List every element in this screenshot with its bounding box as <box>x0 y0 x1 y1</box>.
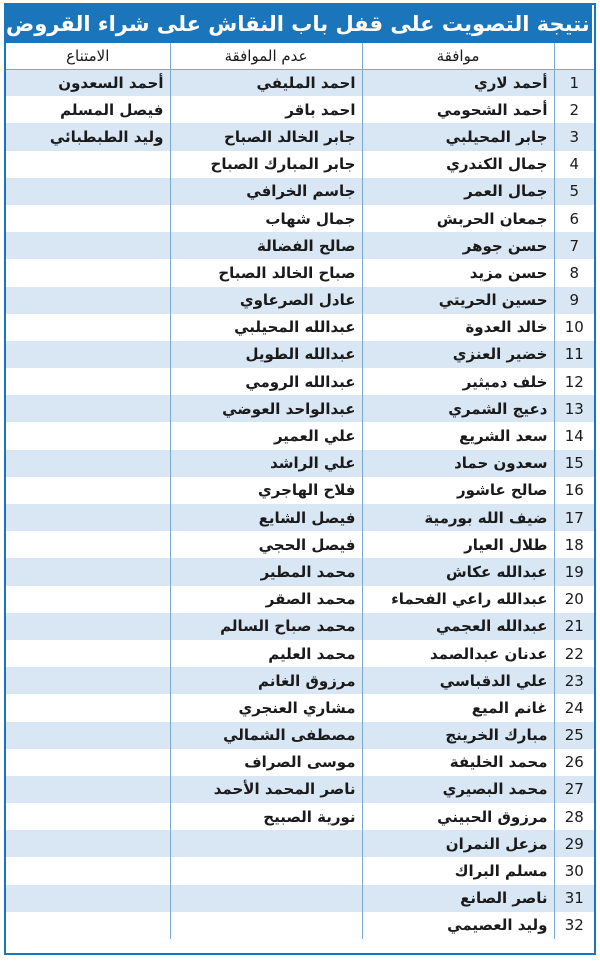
disagree-cell: فلاح الهاجري <box>170 477 362 504</box>
agree-cell: جمال الكندري <box>362 151 554 178</box>
agree-cell: سعد الشريع <box>362 422 554 449</box>
agree-cell: حسن مزيد <box>362 259 554 286</box>
table-row <box>6 341 594 368</box>
table-row <box>6 749 594 776</box>
agree-cell: خالد العدوة <box>362 314 554 341</box>
table-row <box>6 830 594 857</box>
agree-cell: جمعان الحربش <box>362 205 554 232</box>
abstain-cell <box>6 504 170 531</box>
abstain-cell <box>6 749 170 776</box>
row-number: 28 <box>554 803 594 830</box>
row-number: 12 <box>554 368 594 395</box>
disagree-cell: مصطفى الشمالي <box>170 722 362 749</box>
disagree-cell: جاسم الخرافي <box>170 178 362 205</box>
row-number: 21 <box>554 613 594 640</box>
table-row <box>6 667 594 694</box>
table-row <box>6 96 594 123</box>
row-number: 9 <box>554 287 594 314</box>
abstain-cell <box>6 531 170 558</box>
row-number: 7 <box>554 232 594 259</box>
agree-cell: خلف دميثير <box>362 368 554 395</box>
agree-cell: محمد البصيري <box>362 776 554 803</box>
abstain-cell <box>6 450 170 477</box>
disagree-cell: مشاري العنجري <box>170 694 362 721</box>
table-row <box>6 586 594 613</box>
agree-cell: عبدالله راعي الفحماء <box>362 586 554 613</box>
table-row <box>6 857 594 884</box>
row-number: 1 <box>554 69 594 96</box>
abstain-cell <box>6 151 170 178</box>
disagree-cell <box>170 885 362 912</box>
table-row <box>6 803 594 830</box>
abstain-cell <box>6 613 170 640</box>
row-number: 5 <box>554 178 594 205</box>
row-number: 31 <box>554 885 594 912</box>
agree-cell: عدنان عبدالصمد <box>362 640 554 667</box>
agree-cell: جابر المحيلبي <box>362 123 554 150</box>
agree-cell: دعيج الشمري <box>362 395 554 422</box>
abstain-cell <box>6 857 170 884</box>
abstain-cell <box>6 694 170 721</box>
row-number: 4 <box>554 151 594 178</box>
table-row <box>6 368 594 395</box>
disagree-cell: مرزوق الغانم <box>170 667 362 694</box>
agree-cell: علي الدقباسي <box>362 667 554 694</box>
agree-cell: ناصر الصانع <box>362 885 554 912</box>
table-row <box>6 422 594 449</box>
row-number: 22 <box>554 640 594 667</box>
row-number: 29 <box>554 830 594 857</box>
agree-cell: حسين الحريتي <box>362 287 554 314</box>
row-number: 16 <box>554 477 594 504</box>
row-number: 13 <box>554 395 594 422</box>
abstain-cell <box>6 232 170 259</box>
abstain-cell <box>6 422 170 449</box>
abstain-cell: وليد الطبطبائي <box>6 123 170 150</box>
disagree-cell: جمال شهاب <box>170 205 362 232</box>
disagree-cell <box>170 857 362 884</box>
agree-cell: مرزوق الحبيني <box>362 803 554 830</box>
table-title: نتيجة التصويت على قفل باب النقاش على شراء القروض <box>6 12 590 36</box>
disagree-cell: محمد صباح السالم <box>170 613 362 640</box>
table-row <box>6 151 594 178</box>
agree-cell: غانم الميع <box>362 694 554 721</box>
agree-cell: أحمد لاري <box>362 69 554 96</box>
agree-cell: مزعل النمران <box>362 830 554 857</box>
agree-cell: عبدالله عكاش <box>362 558 554 585</box>
agree-cell: محمد الخليفة <box>362 749 554 776</box>
disagree-cell: فيصل الشايع <box>170 504 362 531</box>
table-row <box>6 314 594 341</box>
row-number: 27 <box>554 776 594 803</box>
row-number: 15 <box>554 450 594 477</box>
abstain-cell <box>6 667 170 694</box>
abstain-cell <box>6 558 170 585</box>
table-row <box>6 69 594 96</box>
header-number-cell <box>554 43 594 69</box>
disagree-cell: جابر الخالد الصباح <box>170 123 362 150</box>
abstain-cell: فيصل المسلم <box>6 96 170 123</box>
agree-cell: حسن جوهر <box>362 232 554 259</box>
disagree-cell <box>170 912 362 939</box>
abstain-cell <box>6 368 170 395</box>
agree-cell: صالح عاشور <box>362 477 554 504</box>
row-number: 8 <box>554 259 594 286</box>
row-number: 32 <box>554 912 594 939</box>
abstain-cell <box>6 341 170 368</box>
disagree-cell: جابر المبارك الصباح <box>170 151 362 178</box>
abstain-cell <box>6 776 170 803</box>
row-number: 24 <box>554 694 594 721</box>
row-number: 26 <box>554 749 594 776</box>
title-bar <box>6 5 594 43</box>
abstain-cell <box>6 640 170 667</box>
table-row <box>6 613 594 640</box>
table-row <box>6 287 594 314</box>
agree-cell: طلال العيار <box>362 531 554 558</box>
abstain-cell <box>6 586 170 613</box>
table-row <box>6 450 594 477</box>
disagree-cell: احمد باقر <box>170 96 362 123</box>
agree-cell: سعدون حماد <box>362 450 554 477</box>
disagree-cell: محمد المطير <box>170 558 362 585</box>
title-number-cell <box>590 5 594 43</box>
disagree-cell: علي الراشد <box>170 450 362 477</box>
column-header-row <box>6 43 594 69</box>
disagree-cell: عبدالله المحيلبي <box>170 314 362 341</box>
table-row <box>6 123 594 150</box>
disagree-cell: عادل الصرعاوي <box>170 287 362 314</box>
header-abstain: الامتناع <box>6 43 170 69</box>
table-row <box>6 259 594 286</box>
table-row <box>6 205 594 232</box>
agree-cell: وليد العصيمي <box>362 912 554 939</box>
agree-cell: مبارك الخرينج <box>362 722 554 749</box>
table-row <box>6 232 594 259</box>
abstain-cell <box>6 912 170 939</box>
disagree-cell: صالح الفضالة <box>170 232 362 259</box>
table-row <box>6 694 594 721</box>
row-number: 18 <box>554 531 594 558</box>
row-number: 3 <box>554 123 594 150</box>
header-agree: موافقة <box>362 43 554 69</box>
agree-cell: أحمد الشحومي <box>362 96 554 123</box>
abstain-cell <box>6 205 170 232</box>
header-disagree: عدم الموافقة <box>170 43 362 69</box>
table-row <box>6 885 594 912</box>
abstain-cell <box>6 885 170 912</box>
disagree-cell: علي العمير <box>170 422 362 449</box>
agree-cell: عبدالله العجمي <box>362 613 554 640</box>
disagree-cell: عبدالله الرومي <box>170 368 362 395</box>
row-number: 23 <box>554 667 594 694</box>
row-number: 6 <box>554 205 594 232</box>
abstain-cell <box>6 178 170 205</box>
abstain-cell: أحمد السعدون <box>6 69 170 96</box>
table-row <box>6 722 594 749</box>
disagree-cell: محمد العليم <box>170 640 362 667</box>
table-row <box>6 504 594 531</box>
abstain-cell <box>6 803 170 830</box>
disagree-cell: عبدالله الطويل <box>170 341 362 368</box>
agree-cell: جمال العمر <box>362 178 554 205</box>
abstain-cell <box>6 287 170 314</box>
disagree-cell: فيصل الحجي <box>170 531 362 558</box>
agree-cell: ضيف الله بورمية <box>362 504 554 531</box>
table-row <box>6 912 594 939</box>
table-row <box>6 477 594 504</box>
row-number: 11 <box>554 341 594 368</box>
disagree-cell: احمد المليفي <box>170 69 362 96</box>
row-number: 17 <box>554 504 594 531</box>
table-body <box>6 69 594 939</box>
disagree-cell <box>170 830 362 857</box>
disagree-cell: موسى الصراف <box>170 749 362 776</box>
row-number: 2 <box>554 96 594 123</box>
abstain-cell <box>6 314 170 341</box>
row-number: 19 <box>554 558 594 585</box>
table-row <box>6 640 594 667</box>
disagree-cell: ناصر المحمد الأحمد <box>170 776 362 803</box>
agree-cell: خضير العنزي <box>362 341 554 368</box>
abstain-cell <box>6 722 170 749</box>
row-number: 25 <box>554 722 594 749</box>
row-number: 20 <box>554 586 594 613</box>
row-number: 10 <box>554 314 594 341</box>
disagree-cell: صباح الخالد الصباح <box>170 259 362 286</box>
table-row <box>6 558 594 585</box>
vote-results-table <box>6 43 594 939</box>
abstain-cell <box>6 259 170 286</box>
table-row <box>6 776 594 803</box>
table-row <box>6 531 594 558</box>
agree-cell: مسلم البراك <box>362 857 554 884</box>
abstain-cell <box>6 395 170 422</box>
disagree-cell: عبدالواحد العوضي <box>170 395 362 422</box>
table-row <box>6 395 594 422</box>
abstain-cell <box>6 477 170 504</box>
disagree-cell: نورية الصبيح <box>170 803 362 830</box>
disagree-cell: محمد الصقر <box>170 586 362 613</box>
row-number: 14 <box>554 422 594 449</box>
vote-results-table-frame <box>4 3 596 955</box>
abstain-cell <box>6 830 170 857</box>
row-number: 30 <box>554 857 594 884</box>
table-row <box>6 178 594 205</box>
